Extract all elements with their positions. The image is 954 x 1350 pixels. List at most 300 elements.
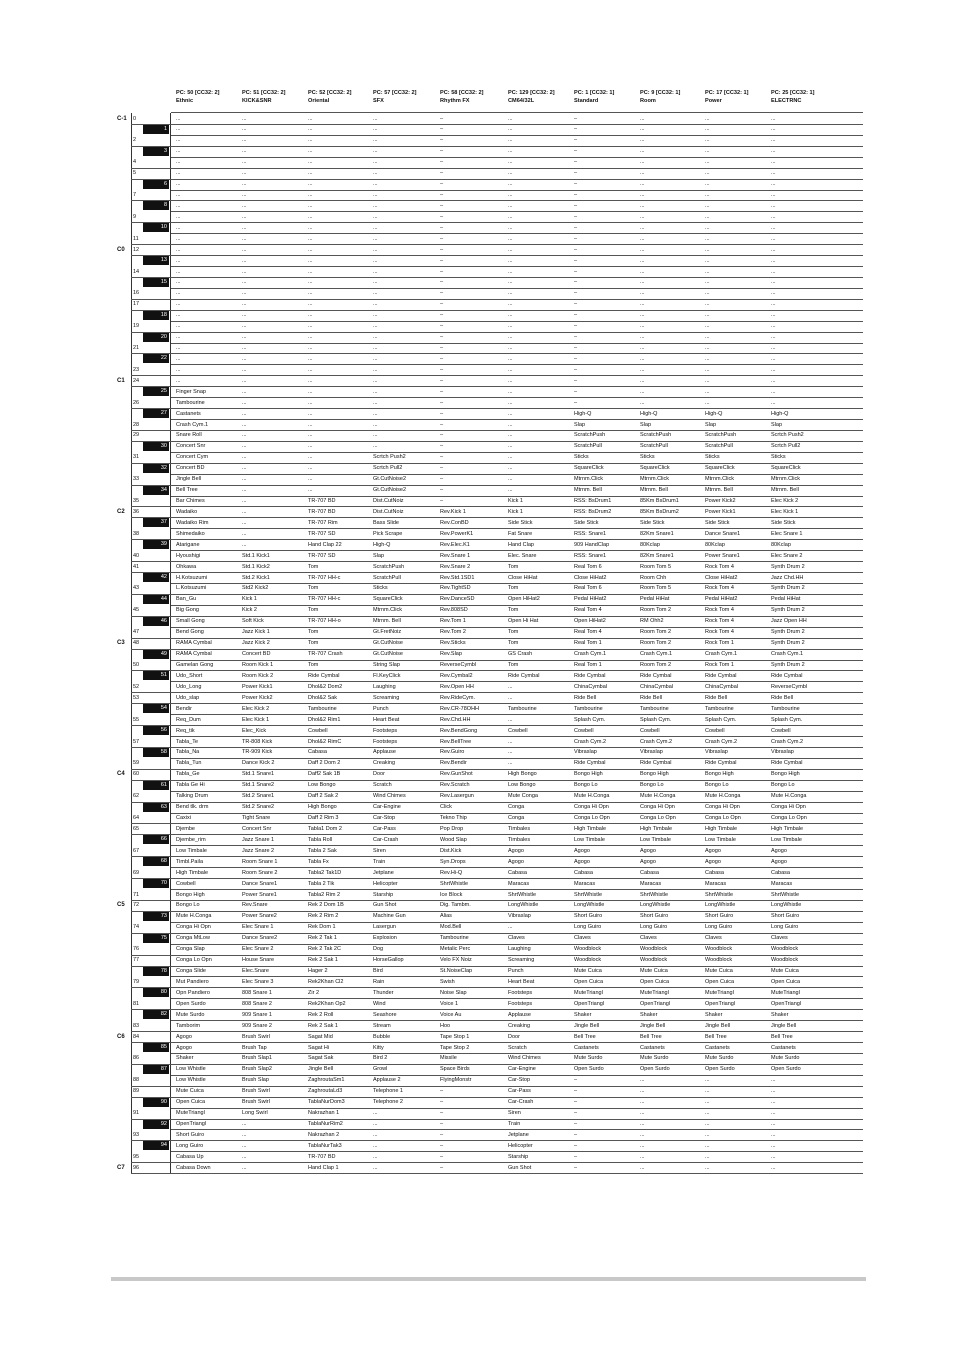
table-cell: ... bbox=[771, 181, 776, 188]
table-cell: Rek 2 Rim 2 bbox=[308, 913, 339, 920]
table-cell: Concert BD bbox=[242, 651, 271, 658]
table-cell: High-Q bbox=[373, 541, 391, 548]
table-cell: Crash Cym.1 bbox=[574, 651, 607, 658]
table-cell: Fl.KeyClick bbox=[373, 672, 401, 679]
table-cell: Elec Kick 1 bbox=[771, 508, 799, 515]
note-number: 35 bbox=[133, 498, 140, 505]
table-cell: Rev.808SD bbox=[440, 607, 468, 614]
table-cell: – bbox=[440, 148, 444, 155]
table-cell: Room Chh bbox=[640, 574, 667, 581]
note-number: 0 bbox=[133, 115, 137, 122]
table-cell: ... bbox=[176, 312, 181, 319]
table-cell: ... bbox=[242, 115, 247, 122]
table-cell: Wind Chimes bbox=[373, 793, 406, 800]
table-cell: Rev.Sticks bbox=[440, 640, 466, 647]
table-cell: Cabasa bbox=[308, 749, 327, 756]
table-cell: OpenTriangl bbox=[705, 1000, 736, 1007]
table-cell: ... bbox=[373, 345, 378, 352]
table-cell: Mute H.Conga bbox=[176, 913, 212, 920]
table-cell: Mute H.Conga bbox=[771, 793, 807, 800]
table-cell: ScratchPull bbox=[574, 443, 602, 450]
table-cell: Elec Snare 3 bbox=[242, 978, 274, 985]
table-cell: Room Tom 5 bbox=[640, 585, 672, 592]
table-cell: Starship bbox=[508, 1153, 529, 1160]
table-cell: ... bbox=[308, 334, 313, 341]
program-change: PC: 129 [CC32: 2] bbox=[508, 90, 555, 96]
table-cell: ... bbox=[242, 366, 247, 373]
table-cell: Alias bbox=[440, 913, 452, 920]
column-header bbox=[771, 89, 815, 105]
table-cell: RAMA Cymbal bbox=[176, 651, 212, 658]
table-cell: – bbox=[574, 1121, 578, 1128]
table-cell: Elec Kick 1 bbox=[242, 716, 270, 723]
table-cell: Timbales bbox=[508, 836, 531, 843]
black-key: 85 bbox=[143, 1043, 169, 1052]
table-cell: Door bbox=[373, 771, 385, 778]
table-cell: Conga Hi Opn bbox=[176, 924, 211, 931]
table-cell: ... bbox=[508, 924, 513, 931]
black-key: 73 bbox=[143, 912, 169, 921]
table-cell: Slap bbox=[705, 421, 717, 428]
table-cell: ScratchPush bbox=[373, 563, 405, 570]
table-cell: Sagat Sak bbox=[308, 1055, 334, 1062]
table-cell: Dhol&2 RimC bbox=[308, 738, 342, 745]
table-cell: – bbox=[440, 268, 444, 275]
table-cell: ... bbox=[705, 279, 710, 286]
table-cell: ... bbox=[771, 334, 776, 341]
table-cell: Footsteps bbox=[373, 727, 398, 734]
table-cell: Woodblock bbox=[640, 946, 668, 953]
table-cell: Cabasa Up bbox=[176, 1153, 204, 1160]
table-cell: – bbox=[574, 224, 578, 231]
note-number: 67 bbox=[133, 847, 140, 854]
table-cell: Hager 2 bbox=[308, 968, 328, 975]
table-cell: ... bbox=[771, 279, 776, 286]
note-number: 2 bbox=[133, 137, 137, 144]
table-cell: – bbox=[440, 399, 444, 406]
table-cell: Tambourine bbox=[705, 705, 734, 712]
note-number: 41 bbox=[133, 563, 140, 570]
table-cell: ... bbox=[242, 192, 247, 198]
table-cell: – bbox=[440, 290, 444, 297]
table-cell: ... bbox=[771, 246, 776, 253]
table-cell: Woodblock bbox=[640, 957, 668, 964]
table-cell: ... bbox=[508, 487, 513, 494]
table-cell: Claves bbox=[771, 935, 788, 942]
table-cell: Car-Crash bbox=[373, 836, 399, 843]
table-cell: Kick 1 bbox=[508, 498, 523, 505]
table-cell: ... bbox=[176, 323, 181, 330]
table-cell: SquareClick bbox=[574, 465, 604, 472]
table-cell: Car-Engine bbox=[508, 1066, 536, 1073]
column-header bbox=[705, 89, 749, 105]
table-cell: ... bbox=[373, 1121, 378, 1128]
table-cell: Mtrnm. Bell bbox=[771, 487, 799, 494]
octave-label: C6 bbox=[117, 1033, 125, 1040]
table-cell: ... bbox=[242, 334, 247, 341]
table-cell: Tabla_Tun bbox=[176, 760, 202, 767]
table-cell: Rev.Lasergun bbox=[440, 793, 474, 800]
table-cell: TR-707 Crash bbox=[308, 651, 343, 658]
table-cell: Std.1 Snare2 bbox=[242, 782, 275, 789]
column-header bbox=[508, 89, 555, 105]
table-cell: ... bbox=[640, 202, 645, 209]
table-cell: ... bbox=[771, 1088, 776, 1095]
table-cell: Cabasa bbox=[508, 869, 527, 876]
table-cell: ... bbox=[242, 170, 247, 177]
table-cell: – bbox=[440, 421, 444, 428]
table-cell: Splash Cym. bbox=[574, 716, 606, 723]
black-key: 70 bbox=[143, 879, 169, 888]
note-number: 64 bbox=[133, 815, 140, 822]
table-cell: Low Timbale bbox=[574, 836, 605, 843]
table-cell: ... bbox=[640, 1099, 645, 1106]
note-number: 93 bbox=[133, 1131, 140, 1138]
table-cell: Hand Clap 1 bbox=[308, 1164, 339, 1171]
table-cell: Dance Snare2 bbox=[242, 935, 278, 942]
table-cell: ... bbox=[640, 345, 645, 352]
table-cell: Ice Block bbox=[440, 891, 463, 898]
table-cell: Daff 2 Sak 2 bbox=[308, 793, 339, 800]
table-cell: ... bbox=[705, 224, 710, 231]
table-cell: Punch bbox=[508, 968, 524, 975]
table-cell: ... bbox=[308, 399, 313, 406]
table-cell: Tabla Ge Hi bbox=[176, 782, 205, 789]
table-cell: Rek 2 Roll bbox=[308, 1011, 334, 1018]
table-cell: Elec. Snare bbox=[508, 552, 537, 559]
table-cell: SquareClick bbox=[640, 465, 670, 472]
table-cell: ... bbox=[373, 334, 378, 341]
table-cell: OpenTriangl bbox=[640, 1000, 671, 1007]
table-cell: ... bbox=[705, 192, 710, 198]
table-cell: ... bbox=[176, 202, 181, 209]
table-cell: Vibraslap bbox=[771, 749, 794, 756]
table-cell: Tabla 2 Tik bbox=[308, 880, 335, 887]
table-cell: Claves bbox=[508, 935, 525, 942]
table-cell: 80Kclap bbox=[705, 541, 725, 548]
table-cell: Bar Chimes bbox=[176, 498, 205, 505]
table-cell: Req_tik bbox=[176, 727, 195, 734]
table-cell: TR-909 Kick bbox=[242, 749, 273, 756]
table-cell: Brush Slap2 bbox=[242, 1066, 272, 1073]
note-number: 71 bbox=[133, 891, 140, 898]
table-cell: Car-Crash bbox=[508, 1099, 534, 1106]
table-cell: ... bbox=[705, 148, 710, 155]
table-cell: ... bbox=[242, 498, 247, 505]
table-cell: Rock Tom 4 bbox=[705, 618, 734, 625]
table-cell: Bend tlk. drm bbox=[176, 804, 209, 811]
table-cell: Agogo bbox=[640, 858, 656, 865]
table-cell: ... bbox=[508, 268, 513, 275]
table-cell: Shaker bbox=[771, 1011, 789, 1018]
table-cell: – bbox=[440, 476, 444, 483]
table-cell: ... bbox=[242, 1142, 247, 1149]
table-cell: Jingle Bell bbox=[705, 1022, 731, 1029]
table-cell: Bongo Lo bbox=[705, 782, 729, 789]
black-key: 46 bbox=[143, 617, 169, 626]
table-cell: Low Whistle bbox=[176, 1066, 206, 1073]
table-cell: Djembe_rim bbox=[176, 836, 206, 843]
table-cell: Power Snare2 bbox=[242, 913, 277, 920]
table-cell: Helicopter bbox=[508, 1142, 533, 1149]
table-cell: Growl bbox=[373, 1066, 388, 1073]
table-cell: – bbox=[440, 345, 444, 352]
table-cell: Rek2Khan Cl2 bbox=[308, 978, 344, 985]
table-cell: Maracas bbox=[508, 880, 530, 887]
table-cell: MuteTriangl bbox=[640, 989, 669, 996]
table-cell: Open HiHat2 bbox=[574, 618, 606, 625]
note-number: 17 bbox=[133, 301, 140, 308]
table-cell: Tom bbox=[508, 662, 519, 668]
table-cell: Tambourine bbox=[308, 705, 337, 712]
table-cell: Shaker bbox=[574, 1011, 592, 1018]
table-cell: ... bbox=[508, 421, 513, 428]
table-cell: Explosion bbox=[373, 935, 397, 942]
black-key: 87 bbox=[143, 1065, 169, 1074]
table-cell: Rev.Slap bbox=[440, 651, 462, 658]
table-cell: Open HiHat2 bbox=[508, 596, 540, 603]
table-cell: ... bbox=[242, 410, 247, 417]
table-cell: – bbox=[440, 1164, 444, 1171]
table-cell: Dance Snare1 bbox=[705, 530, 741, 537]
table-cell: Metalic Perc bbox=[440, 946, 471, 953]
table-cell: – bbox=[574, 257, 578, 264]
table-cell: GS Crash bbox=[508, 651, 533, 658]
table-cell: ... bbox=[308, 476, 313, 483]
table-cell: ... bbox=[771, 137, 776, 144]
table-cell: OpenTriangl bbox=[771, 1000, 802, 1007]
column-header bbox=[308, 89, 352, 105]
table-cell: Open Cuica bbox=[640, 978, 670, 985]
table-cell: ShrtWhistle bbox=[705, 891, 734, 898]
table-cell: Maracas bbox=[771, 880, 793, 887]
table-cell: Tight Snare bbox=[242, 815, 271, 822]
table-cell: ... bbox=[640, 126, 645, 133]
table-cell: Tambourine bbox=[176, 399, 205, 406]
table-cell: ... bbox=[705, 1088, 710, 1095]
table-cell: TR-707 Rim bbox=[308, 519, 338, 526]
table-cell: Tape Stop 1 bbox=[440, 1033, 470, 1040]
black-key: 82 bbox=[143, 1010, 169, 1019]
table-cell: ... bbox=[373, 301, 378, 308]
table-cell: ... bbox=[771, 399, 776, 406]
table-cell: ... bbox=[771, 159, 776, 166]
black-key: 18 bbox=[143, 311, 169, 320]
table-cell: Rev.GunShot bbox=[440, 771, 473, 778]
table-cell: Bendir bbox=[176, 705, 192, 712]
table-cell: ... bbox=[508, 749, 513, 756]
table-cell: Std2 Kick2 bbox=[242, 585, 269, 592]
table-cell: Side Stick bbox=[574, 519, 599, 526]
table-cell: ChinaCymbal bbox=[640, 683, 674, 690]
table-cell: ... bbox=[373, 312, 378, 319]
table-cell: Rev.BellTree bbox=[440, 738, 472, 745]
table-cell: ... bbox=[373, 279, 378, 286]
table-cell: ScratchPull bbox=[640, 443, 668, 450]
black-key: 42 bbox=[143, 573, 169, 582]
table-cell: ... bbox=[705, 345, 710, 352]
program-change: PC: 57 [CC32: 2] bbox=[373, 90, 417, 96]
table-cell: Jetplane bbox=[508, 1131, 529, 1138]
note-number: 83 bbox=[133, 1022, 140, 1029]
table-cell: Pedal HiHat bbox=[771, 596, 801, 603]
table-cell: Open Surdo bbox=[640, 1066, 670, 1073]
table-cell: Mtrnm.Click bbox=[574, 476, 604, 483]
table-cell: ... bbox=[640, 1110, 645, 1117]
table-cell: ... bbox=[308, 345, 313, 352]
table-cell: ShrtWhistle bbox=[640, 891, 669, 898]
black-key: 94 bbox=[143, 1141, 169, 1150]
table-cell: ... bbox=[176, 159, 181, 166]
table-cell: Std.1 Kick1 bbox=[242, 552, 270, 559]
table-cell: – bbox=[574, 301, 578, 308]
table-cell: Open Cuica bbox=[771, 978, 801, 985]
table-cell: Std.1 Snare1 bbox=[242, 771, 275, 778]
table-cell: Tom bbox=[308, 607, 319, 614]
table-cell: LongWhistle bbox=[508, 902, 539, 909]
table-cell: – bbox=[440, 410, 444, 417]
table-cell: High Timbale bbox=[574, 825, 607, 832]
table-cell: 808 Snare 1 bbox=[242, 989, 272, 996]
kit-name: Ethnic bbox=[176, 98, 194, 104]
table-cell: ... bbox=[705, 301, 710, 308]
table-cell: Room Tom 2 bbox=[640, 662, 672, 668]
note-number: 55 bbox=[133, 716, 140, 723]
note-number: 21 bbox=[133, 345, 140, 352]
table-cell: High Bongo bbox=[508, 771, 537, 778]
table-cell: Wind bbox=[373, 1000, 386, 1007]
table-cell: Bell Tree bbox=[705, 1033, 727, 1040]
note-number: 19 bbox=[133, 323, 140, 330]
table-cell: Maracas bbox=[705, 880, 727, 887]
table-cell: Applause 2 bbox=[373, 1077, 401, 1084]
table-cell: Real Tom 6 bbox=[574, 585, 602, 592]
table-cell: ... bbox=[373, 148, 378, 155]
table-cell: ... bbox=[308, 323, 313, 330]
table-cell: High Timbale bbox=[705, 825, 738, 832]
table-cell: ... bbox=[771, 257, 776, 264]
table-cell: Gt.CutNoise bbox=[373, 640, 403, 647]
black-key: 30 bbox=[143, 442, 169, 451]
table-cell: Tekno Thip bbox=[440, 815, 467, 822]
table-cell: ... bbox=[508, 213, 513, 220]
black-key: 1 bbox=[143, 125, 169, 134]
table-cell: ... bbox=[771, 192, 776, 198]
table-cell: Mtrnm. Bell bbox=[640, 487, 668, 494]
table-cell: ... bbox=[242, 235, 247, 242]
table-cell: ... bbox=[373, 126, 378, 133]
header-rule bbox=[171, 112, 863, 113]
table-cell: ... bbox=[640, 268, 645, 275]
table-cell: ... bbox=[308, 170, 313, 177]
note-number: 84 bbox=[133, 1033, 140, 1040]
table-cell: Tom bbox=[508, 563, 519, 570]
table-cell: ... bbox=[508, 235, 513, 242]
table-cell: Conga Slap bbox=[176, 946, 205, 953]
table-cell: Vibraslap bbox=[640, 749, 663, 756]
table-cell: ... bbox=[771, 301, 776, 308]
table-cell: Agogo bbox=[771, 858, 787, 865]
table-cell: ... bbox=[508, 301, 513, 308]
table-cell: Laughing bbox=[508, 946, 531, 953]
table-cell: ... bbox=[176, 290, 181, 297]
table-cell: Low Timbale bbox=[771, 836, 802, 843]
table-cell: ... bbox=[705, 235, 710, 242]
table-cell: Room Snare 1 bbox=[242, 858, 278, 865]
table-cell: Bell Tree bbox=[771, 1033, 793, 1040]
table-cell: Daff2 Sak 1B bbox=[308, 771, 341, 778]
table-cell: ... bbox=[373, 366, 378, 373]
table-cell: Bell Tree bbox=[574, 1033, 596, 1040]
table-cell: ... bbox=[705, 1164, 710, 1171]
table-cell: ... bbox=[508, 126, 513, 133]
table-cell: ... bbox=[242, 1121, 247, 1128]
table-cell: 909 HandClap bbox=[574, 541, 610, 548]
table-cell: Jazz Snare 1 bbox=[242, 836, 275, 843]
table-cell: ... bbox=[705, 1131, 710, 1138]
table-cell: ... bbox=[640, 1131, 645, 1138]
table-cell: ChinaCymbal bbox=[705, 683, 739, 690]
note-number: 5 bbox=[133, 170, 137, 177]
table-cell: Slap bbox=[771, 421, 783, 428]
table-cell: ... bbox=[242, 355, 247, 362]
program-change: PC: 58 [CC32: 2] bbox=[440, 90, 484, 96]
column-header bbox=[640, 89, 680, 105]
table-cell: Bubble bbox=[373, 1033, 391, 1040]
black-key: 66 bbox=[143, 835, 169, 844]
table-cell: Scratch bbox=[373, 782, 392, 789]
table-cell: ... bbox=[308, 454, 313, 461]
table-cell: – bbox=[440, 377, 444, 384]
table-cell: ... bbox=[771, 345, 776, 352]
table-cell: ... bbox=[508, 279, 513, 286]
table-cell: High Bongo bbox=[308, 804, 337, 811]
table-cell: ... bbox=[373, 1131, 378, 1138]
table-cell: ... bbox=[640, 290, 645, 297]
table-cell: Room Tom 2 bbox=[640, 640, 672, 647]
column-header bbox=[176, 89, 220, 105]
table-cell: – bbox=[574, 213, 578, 220]
black-key: 61 bbox=[143, 781, 169, 790]
black-key: 68 bbox=[143, 857, 169, 866]
table-cell: Lasergun bbox=[373, 924, 396, 931]
table-cell: Snare Roll bbox=[176, 432, 202, 439]
table-cell: Gt.CutNoise2 bbox=[373, 487, 407, 494]
table-cell: – bbox=[574, 388, 578, 395]
table-cell: Footsteps bbox=[373, 738, 398, 745]
black-key: 3 bbox=[143, 147, 169, 156]
table-cell: ... bbox=[640, 137, 645, 144]
octave-label: C1 bbox=[117, 377, 125, 384]
table-cell: ... bbox=[640, 1153, 645, 1160]
table-cell: High-Q bbox=[640, 410, 658, 417]
note-number: 50 bbox=[133, 662, 140, 668]
table-cell: TR-707 SD bbox=[308, 552, 336, 559]
black-key: 37 bbox=[143, 518, 169, 527]
table-cell: ... bbox=[508, 246, 513, 253]
table-cell: ... bbox=[771, 268, 776, 275]
note-number: 38 bbox=[133, 530, 140, 537]
table-cell: Thunder bbox=[373, 989, 394, 996]
table-cell: – bbox=[440, 1099, 444, 1106]
black-key: 63 bbox=[143, 803, 169, 812]
black-key: 92 bbox=[143, 1120, 169, 1129]
table-cell: Tambourine bbox=[440, 935, 469, 942]
table-cell: ... bbox=[373, 290, 378, 297]
table-cell: ... bbox=[176, 345, 181, 352]
note-number: 81 bbox=[133, 1000, 140, 1007]
table-cell: ... bbox=[771, 312, 776, 319]
